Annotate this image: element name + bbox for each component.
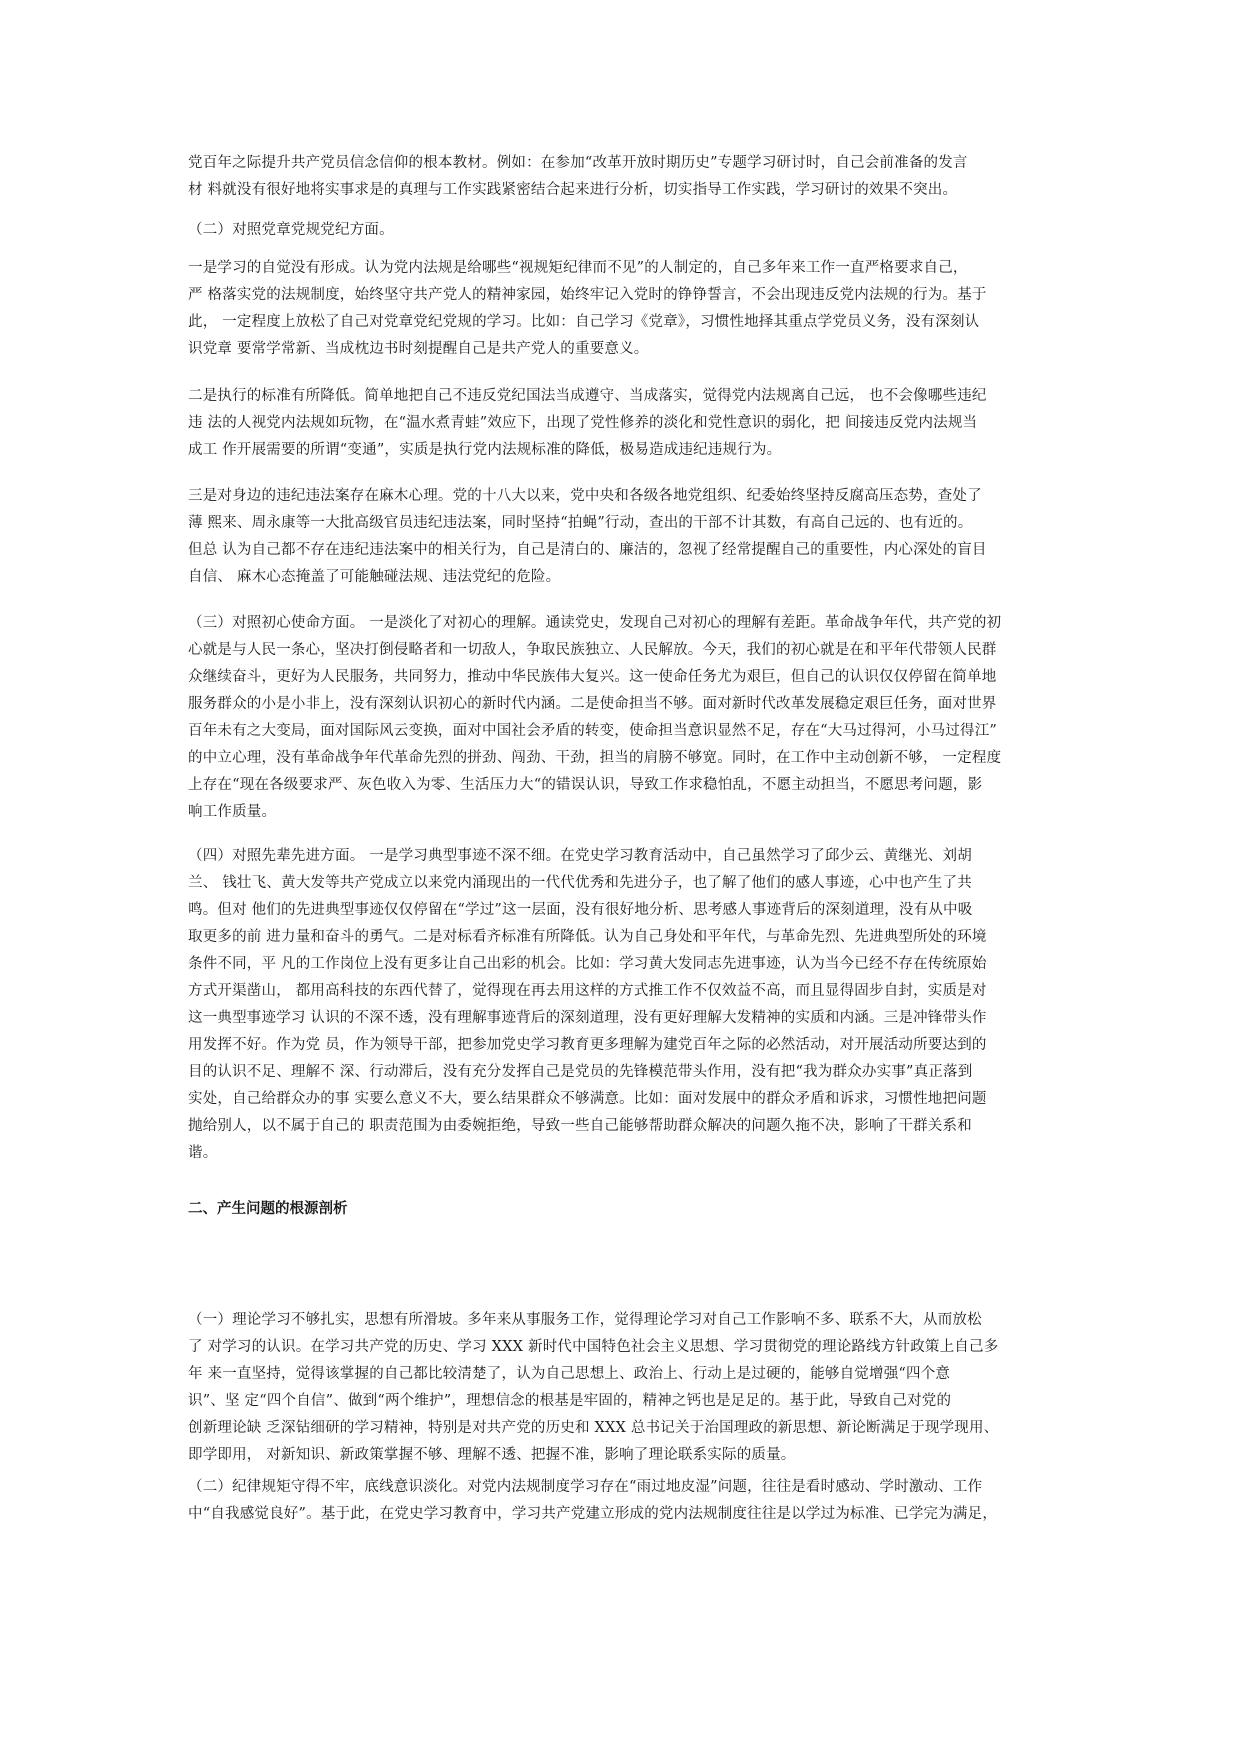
paragraph-1 (188, 150, 968, 204)
text-line: 服务群众的小是小非上，没有深刻认识初心的新时代内涵。二是使命担当不够。面对新时代改革发展稳定艰巨任务，面对世界 (188, 696, 997, 712)
text-line: 百年未有之大变局，面对国际风云变换，面对中国社会矛盾的转变，使命担当意识显然不足，存在“大马过得河，小马过得江” (188, 723, 998, 739)
paragraph-6 (188, 610, 1001, 826)
text-line: 实处，自己给群众办的事 实要么意义不大，要么结果群众不够满意。比如：面对发展中的群众矛盾和诉求，习惯性地把问题 (188, 1091, 987, 1107)
text-line: 条件不同，平 凡的工作岗位上没有更多让自己出彩的机会。比如：学习黄大发同志先进事迹，认为当今已经不存在传统原始 (188, 956, 987, 972)
text-line: 此， 一定程度上放松了自己对党章党纪党规的学习。比如：自己学习《党章》，习惯性地择其重点学党员义务，没有深刻认 (188, 314, 980, 330)
text-line: 二是执行的标准有所降低。简单地把自己不违反党纪国法当成遵守、当成落实，觉得党内法规离自己远， 也不会像哪些违纪 (188, 388, 987, 404)
text-line: 薄 熙来、周永康等一大批高级官员违纪违法案，同时坚持“拍蝇”行动，查出的干部不计其数，有高自己远的、也有近的。 (188, 515, 973, 531)
text-line: 目的认识不足、理解不 深、行动滞后，没有充分发挥自己是党员的先锋模范带头作用，没有把“我为群众办实事”真正落到 (188, 1064, 973, 1080)
text-line: 了 对学习的认识。在学习共产党的历史、学习 XXX 新时代中国特色社会主义思想、学习贯彻党的理论路线方针政策上自己多 (188, 1339, 999, 1355)
text-line: 的中立心理，没有革命战争年代革命先烈的拼劲、闯劲、干劲，担当的肩膀不够宽。同时，在工作中主动创新不够， 一定程度 (188, 750, 1002, 766)
text-line: （一）理论学习不够扎实，思想有所滑坡。多年来从事服务工作，觉得理论学习对自己工作影响不多、联系不大，从而放松 (188, 1312, 982, 1328)
text-line: 但总 认为自己都不存在违纪违法案中的相关行为，自己是清白的、廉洁的，忽视了经常提醒自己的重要性，内心深处的盲目 (188, 542, 987, 558)
text-line: 兰、 钱壮飞、黄大发等共产党成立以来党内涌现出的一代代优秀和先进分子，也了解了他们的感人事迹，心中也产生了共 (188, 875, 972, 891)
text-line: 这一典型事迹学习 认识的不深不透，没有理解事迹背后的深刻道理，没有更好理解大发精神的实质和内涵。三是冲锋带头作 (188, 1010, 987, 1026)
text-line: 心就是与人民一条心，坚决打倒侵略者和一切敌人，争取民族独立、人民解放。今天，我们的初心就是在和平年代带领人民群 (188, 642, 997, 658)
text-line: 鸣。但对 他们的先进典型事迹仅仅停留在“学过”这一层面，没有很好地分析、思考感人事迹背后的深刻道理，没有从中吸 (188, 902, 973, 918)
text-line: 方式开渠凿山， 都用高科技的东西代替了，觉得现在再去用这样的方式推工作不仅效益不高，而且显得固步自封，实质是对 (188, 983, 987, 999)
text-line: （四）对照先辈先进方面。 一是学习典型事迹不深不细。在党史学习教育活动中，自己虽然学习了邱少云、黄继光、刘胡 (188, 848, 972, 864)
text-line: 成工 作开展需要的所谓“变通”，实质是执行党内法规标准的降低，极易造成违纪违规行为。 (188, 442, 782, 458)
paragraph-3 (188, 255, 987, 363)
paragraph-9 (188, 1474, 997, 1528)
text-line: 响工作质量。 (188, 804, 277, 820)
section-heading: 二、产生问题的根源剖析 (188, 1201, 348, 1217)
text-line: 严 格落实党的法规制度，始终坚守共产党人的精神家园，始终牢记入党时的铮铮誓言，不会出现违反党内法规的行为。基于 (188, 287, 987, 303)
text-line: （三）对照初心使命方面。 一是淡化了对初心的理解。通读党史，发现自己对初心的理解有差距。革命战争年代，共产党的初 (188, 615, 1002, 631)
text-line: 即学即用， 对新知识、新政策掌握不够、理解不透、把握不准，影响了理论联系实际的质量。 (188, 1447, 796, 1463)
section-subtitle: （二）对照党章党规党纪方面。 (188, 222, 394, 238)
text-line: （二）纪律规矩守得不牢，底线意识淡化。对党内法规制度学习存在“雨过地皮湿”问题，往往是看时感动、学时激动、工作 (188, 1479, 983, 1495)
text-line: 中“自我感觉良好”。基于此，在党史学习教育中，学习共产党建立形成的党内法规制度往往是以学过为标准、已学完为满足， (188, 1506, 998, 1522)
paragraph-5 (188, 483, 987, 591)
text-line: 自信、 麻木心态掩盖了可能触碰法规、违法党纪的危险。 (188, 569, 561, 585)
text-line: 抛给别人，以不属于自己的 职责范围为由委婉拒绝，导致一些自己能够帮助群众解决的问题久拖不决，影响了干群关系和 (188, 1118, 972, 1134)
text-line: 年 来一直坚持，觉得该掌握的自己都比较清楚了，认为自己思想上、政治上、行动上是过硬的，能够自觉增强“四个意 (188, 1366, 951, 1382)
text-line: 创新理论缺 乏深钻细研的学习精神，特别是对共产党的历史和 XXX 总书记关于治国理政的新思想、新论断满足于现学现用、 (188, 1420, 999, 1436)
text-line: 谐。 (188, 1145, 218, 1161)
text-line: 党百年之际提升共产党员信念信仰的根本教材。例如：在参加“改革开放时期历史”专题学习研讨时，自己会前准备的发言 (188, 155, 968, 171)
paragraph-2 (188, 217, 394, 244)
text-line: 众继续奋斗，更好为人民服务，共同努力，推动中华民族伟大复兴。这一使命任务尤为艰巨，但自己的认识仅仅停留在简单地 (188, 669, 997, 685)
text-line: 识党章 要常学常新、当成枕边书时刻提醒自己是共产党人的重要意义。 (188, 341, 649, 357)
text-line: 一是学习的自觉没有形成。认为党内法规是给哪些“视规矩纪律而不见”的人制定的，自己多年来工作一直严格要求自己， (188, 260, 968, 276)
text-line: 材 料就没有很好地将实事求是的真理与工作实践紧密结合起来进行分析，切实指导工作实践，学习研讨的效果不突出。 (188, 182, 958, 198)
paragraph-8 (188, 1307, 998, 1469)
text-line: 违 法的人视党内法规如玩物，在“温水煮青蛙”效应下，出现了党性修养的淡化和党性意识的弱化，把 间接违反党内法规当 (188, 415, 978, 431)
text-line: 上存在“现在各级要求严、灰色收入为零、生活压力大“的错误认识，导致工作求稳怕乱，不愿主动担当，不愿思考问题，影 (188, 777, 983, 793)
text-line: 识”、坚 定“四个自信”、做到“两个维护”，理想信念的根基是牢固的，精神之钙也是足足的。基于此，导致自己对党的 (188, 1393, 952, 1409)
text-line: 三是对身边的违纪违法案存在麻木心理。党的十八大以来，党中央和各级各地党组织、纪委始终坚持反腐高压态势，查处了 (188, 488, 982, 504)
paragraph-4 (188, 383, 987, 464)
text-line: 取更多的前 进力量和奋斗的勇气。二是对标看齐标准有所降低。认为自己身处和平年代，与革命先烈、先进典型所处的环境 (188, 929, 987, 945)
text-line: 用发挥不好。作为党 员，作为领导干部，把参加党史学习教育更多理解为建党百年之际的必然活动，对开展活动所要达到的 (188, 1037, 987, 1053)
paragraph-7 (188, 843, 987, 1167)
